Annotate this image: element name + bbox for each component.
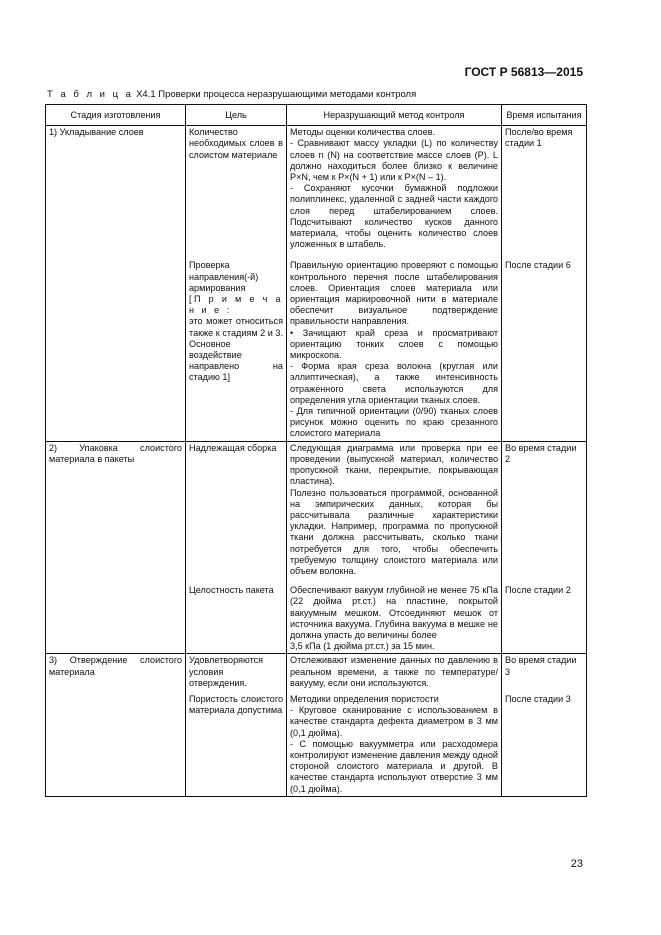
cell-stage: 1) Укладывание слоев [46,126,186,252]
cell-time: После/во время стадии 1 [502,126,587,252]
goal-text: Целостность пакета [189,585,274,596]
method-line: Правильную ориентацию проверяют с помощью контрольного перечня после штабелирования слоев. Ориентация слоев материала или ориентация маркировочной нити в материале обеспечит визуальное подтверждение правильности направления. [290,260,498,327]
cell-method [287,578,502,654]
method-line: Отслеживают изменение данных по давлению в реальном времени, а также по температуре/вакууму, если они используются. [290,655,498,688]
method-line: - С помощью вакуумметра или расходомера контролируют изменение давления между одной стороной слоистого материала и другой. В качестве стандарта используют отверстие 3 мм (0,1 дюйма). [290,738,498,794]
goal-note: это может относиться также к стадиям 2 и 3. Основное воздействие направлено на стадию 1] [189,316,283,383]
method-line: Методики определения пористости [290,693,439,704]
cell-goal [186,251,287,441]
cell-goal: Удовлетворяются условия отверждения. [186,654,287,690]
cell-time [502,251,587,441]
caption-label: Т а б л и ц а [47,89,134,100]
method-line: - Сохраняют кусочки бумажной подложки полиплинекс, удаленной с задней части каждого слоя перед штабелированием слоев. Подсчитывают количество кусков данного материала, чтобы оценить количество слоев уложенных в штабель. [290,183,498,250]
cell-method [287,441,502,578]
table-row [46,690,587,796]
cell-goal: Количество необходимых слоев в слоистом материале [186,126,287,252]
document-id: ГОСТ Р 56813—2015 [464,65,583,79]
col-header-method: Неразрушающий метод контроля [287,105,502,126]
cell-stage: 2) Упаковка слоистого материала в пакеты [46,441,186,578]
cell-time: Во время стадии 2 [502,441,587,578]
cell-stage [46,690,186,796]
cell-stage [46,578,186,654]
goal-text: Проверка направления(-й) армирования [189,260,259,293]
page-number: 23 [570,858,583,870]
inspection-table [45,104,587,797]
cell-method [287,126,502,252]
col-header-time: Время испытания [502,105,587,126]
cell-goal [186,690,287,796]
method-line: • Зачищают край среза и просматривают ориентацию тонких слоев с помощью микроскопа. [290,327,498,361]
cell-goal: Надлежащая сборка [186,441,287,578]
cell-goal [186,578,287,654]
table-row [46,126,587,252]
time-text: После стадии 3 [505,693,571,704]
cell-method [287,654,502,690]
method-line: - Сравнивают массу укладки (L) по количеству слоев n (N) на соответствие массе слоев (P). L должно находиться более близко к величине P×N, чем к P×(N + 1) или к P×(N – 1). [290,138,498,183]
method-line: Следующая диаграмма или проверка при ее проведении (выпускной материал, количество пропускной ткани, перекрытие, покрывающая пластина). [290,442,498,487]
cell-time: Во время стадии 3 [502,654,587,690]
table-row [46,251,587,441]
method-line: - Круговое сканирование с использованием в качестве стандарта дефекта диаметром в 3 мм (0,1 дюйма). [290,705,498,738]
table-header-row [46,105,587,126]
caption-text: Х4.1 Проверки процесса неразрушающими методами контроля [133,89,417,100]
method-line: Методы оценки количества слоев. [290,127,436,138]
time-text: После стадии 2 [505,585,571,596]
table-row [46,441,587,578]
method-line: 3,5 кПа (1 дюйма рт.ст.) за 15 мин. [290,641,435,652]
method-line: - Для типичной ориентации (0/90) тканых слоев рисунок можно оценить по краю срезанного слоистого материала [290,406,498,439]
goal-text: Пористость слоистого материала допустима [189,693,283,716]
time-text: После стадии 6 [505,260,571,271]
table-caption [47,89,416,100]
cell-method [287,690,502,796]
method-line: Обеспечивают вакуум глубиной не менее 75 кПа (22 дюйма рт.ст.) на пластине, покрытой вакуумным мешком. Отсоединяют мешок от источника вакуума. Глубина вакуума в мешке не должна упасть до величины более [290,585,498,640]
col-header-goal: Цель [186,105,287,126]
cell-stage [46,251,186,441]
cell-stage: 3) Отверждение слоистого материала [46,654,186,690]
method-line: Полезно пользоваться программой, основанной на эмпирических данных, которая бы рассчитывала различные характеристики укладки. Например, программа по пропускной ткани должна рассчитывать, сколько ткани потребуется для того, чтобы обеспечить требуемую толщину слоистого материала или объем волокна. [290,487,498,576]
goal-note-label: [П р и м е ч а н и е : [189,294,283,316]
cell-method [287,251,502,441]
col-header-stage: Стадия изготовления [46,105,186,126]
cell-time [502,578,587,654]
method-line: - Форма края среза волокна (круглая или эллиптическая), а также интенсивность отраженного света используются для определения угла ориентации тканых слоев. [290,361,498,405]
cell-time [502,690,587,796]
table-row [46,654,587,690]
table-row [46,578,587,654]
